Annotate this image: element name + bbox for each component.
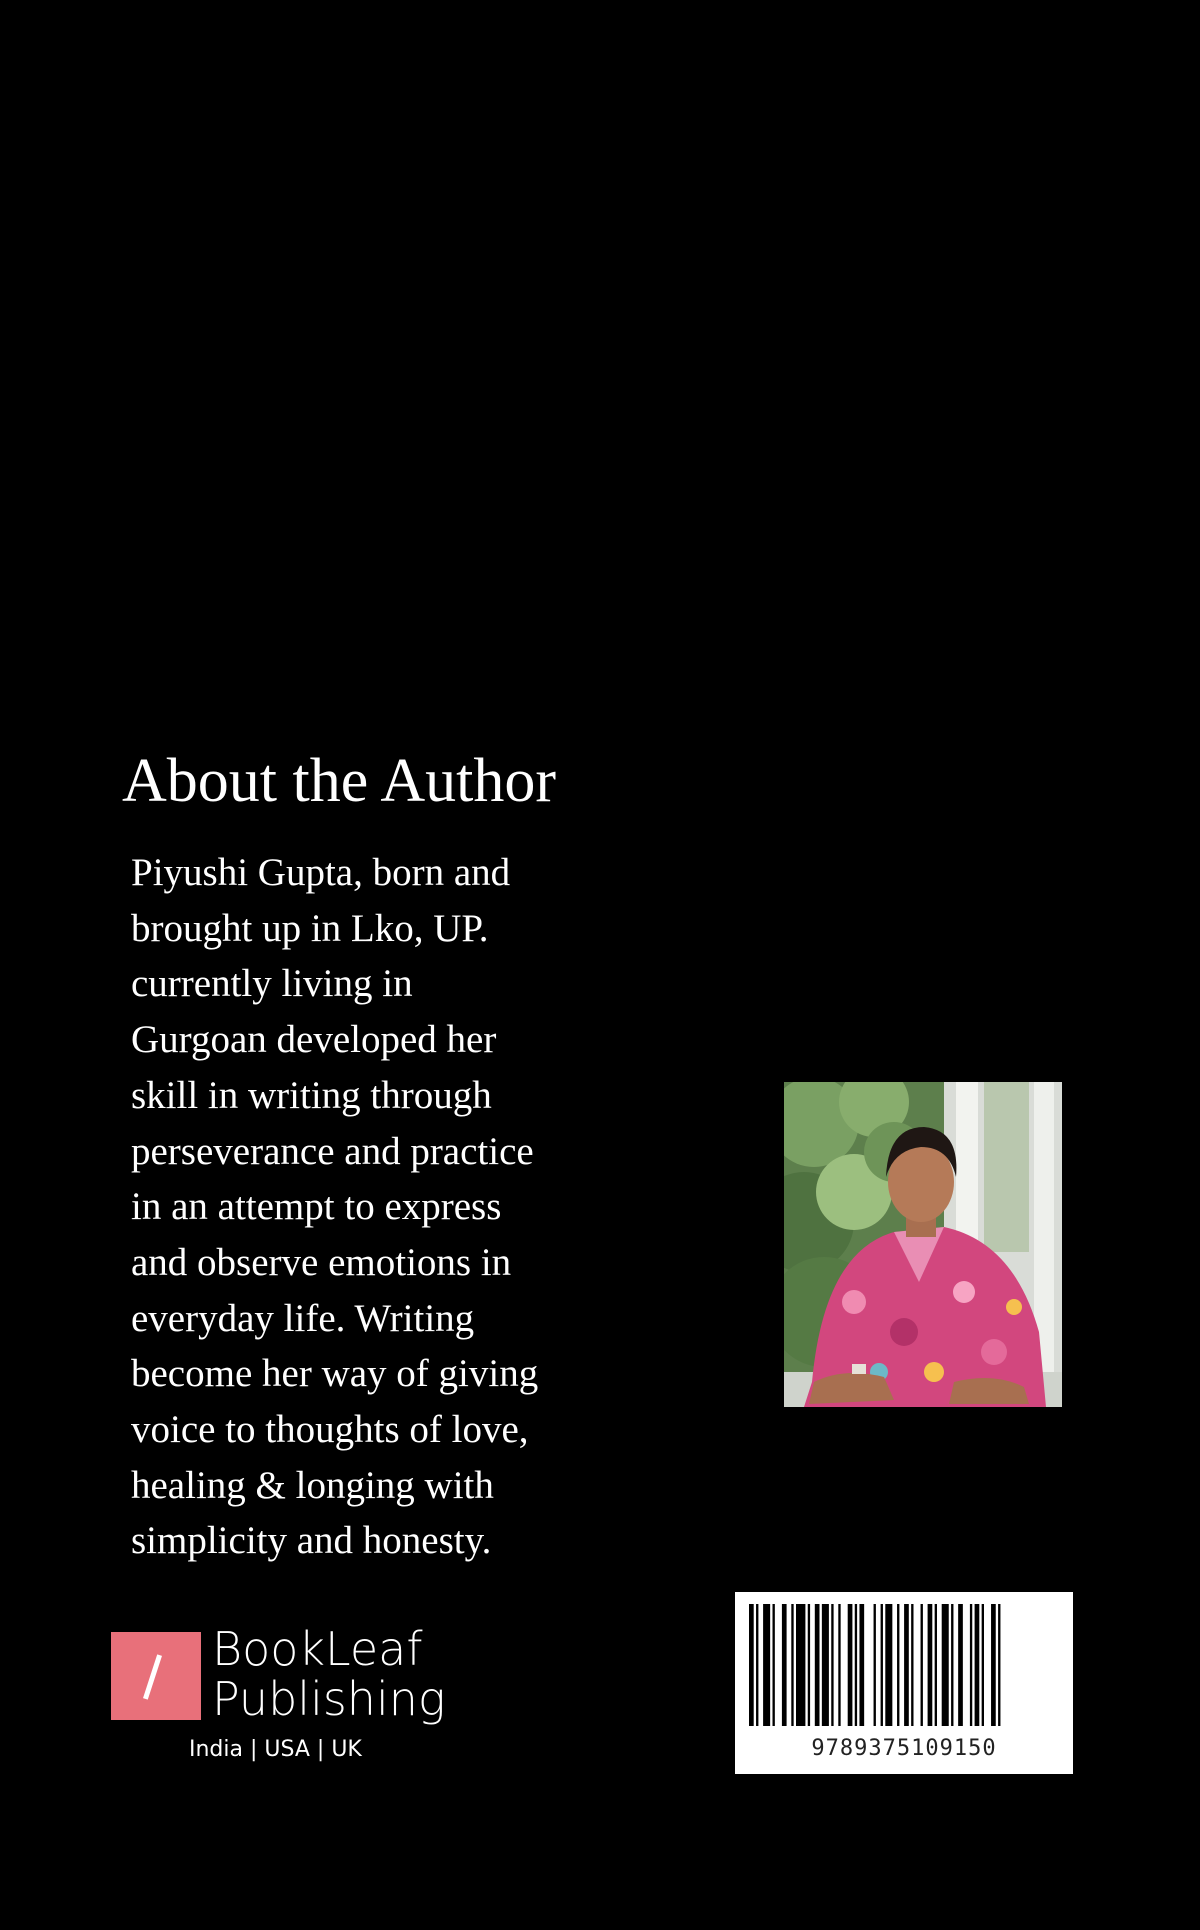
barcode-bar [782,1604,787,1726]
barcode-bar [796,1604,805,1726]
barcode-bar [874,1604,876,1726]
barcode-bar [951,1604,953,1726]
barcode-bar [756,1604,758,1726]
barcode-bar [855,1604,857,1726]
bio-line: Piyushi Gupta, born and [131,851,511,894]
barcode-bar [942,1604,949,1726]
publisher-name [212,1624,446,1724]
publisher-name-line-1: BookLeaf [212,1622,423,1676]
bio-line: simplicity and honesty. [131,1519,492,1563]
isbn-barcode [735,1592,1073,1774]
barcode-bar [998,1604,1000,1726]
barcode-bar [921,1604,923,1726]
bio-line: voice to thoughts of love, [131,1408,529,1452]
bio-line: in an attempt to express [131,1185,502,1229]
slash-logo-icon [111,1632,201,1720]
author-bio [131,845,601,1569]
bio-line: and observe emotions in [131,1240,512,1284]
about-author-heading: About the Author [122,747,556,815]
barcode-bars [747,1604,1061,1726]
barcode-bar [859,1604,864,1726]
barcode-bar [897,1604,899,1726]
barcode-bar [838,1604,840,1726]
author-photo [784,1082,1062,1407]
barcode-bar [991,1604,996,1726]
barcode-bar [763,1604,770,1726]
logo-slash [143,1654,162,1699]
barcode-bar [975,1604,980,1726]
barcode-bar [749,1604,754,1726]
bio-line: become her way of giving [131,1352,539,1396]
barcode-bar [885,1604,892,1726]
publisher-logo [111,1624,471,1774]
barcode-bar [904,1604,909,1726]
publisher-regions: India | USA | UK [189,1737,362,1762]
bio-line: healing & longing with [131,1463,494,1507]
bio-line: currently living in [131,962,413,1006]
bio-line: skill in writing through [131,1073,492,1117]
barcode-bar [928,1604,933,1726]
barcode-bar [958,1604,963,1726]
bio-line: brought up in Lko, UP. [131,906,489,950]
isbn-number: 9789375109150 [811,1736,997,1761]
barcode-bar [970,1604,972,1726]
barcode-bar [935,1604,937,1726]
barcode-bar [815,1604,820,1726]
barcode-bar [822,1604,829,1726]
barcode-bar [773,1604,775,1726]
barcode-bar [808,1604,810,1726]
barcode-bar [831,1604,833,1726]
barcode-bar [791,1604,793,1726]
barcode-bar [911,1604,913,1726]
bio-line: Gurgoan developed her [131,1018,497,1062]
barcode-bar [848,1604,853,1726]
barcode-bar [881,1604,883,1726]
bio-line: perseverance and practice [131,1129,534,1173]
bio-line: everyday life. Writing [131,1296,475,1340]
publisher-name-line-2: Publishing [212,1672,446,1726]
barcode-bar [982,1604,984,1726]
